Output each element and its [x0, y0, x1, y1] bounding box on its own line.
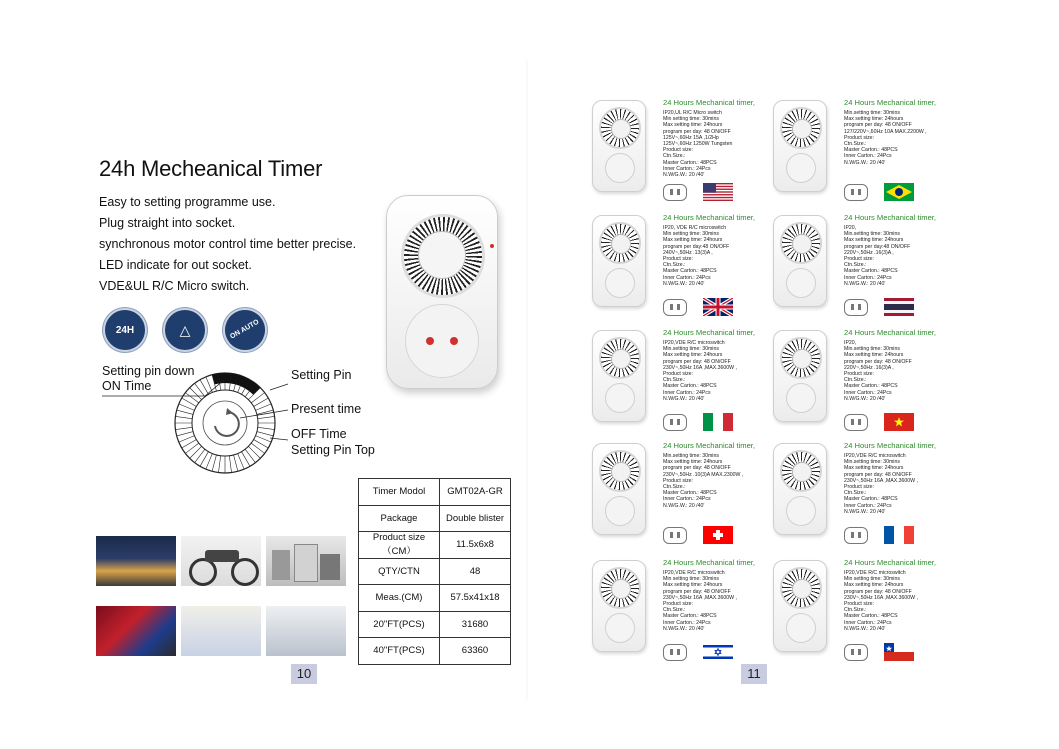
main-product-image: [386, 195, 498, 389]
product-timer-image: [592, 560, 646, 652]
spec-row: [359, 638, 511, 665]
product-timer-image: [773, 560, 827, 652]
flag-brazil-icon: [884, 183, 914, 201]
spec-key: Timer Modol: [359, 479, 440, 506]
spec-row: [359, 558, 511, 585]
spec-key: Package: [359, 505, 440, 532]
off-time-label: OFF Time: [291, 427, 347, 441]
product-timer-image: [773, 100, 827, 192]
spec-value: Double blister: [440, 505, 511, 532]
photo-e-bike: [181, 536, 261, 586]
product-timer-image: [773, 215, 827, 307]
spec-value: 31680: [440, 611, 511, 638]
product-title: 24 Hours Mechanical timer,: [844, 558, 937, 567]
feature-2: Plug straight into socket.: [99, 216, 236, 230]
product-specs: IP20, VDE R/C microswitch Min setting time: 30mins Max setting time: 24hours program per day:48 ON/OFF 240V~,50Hz .13(3)A , Product size: Ctn.Size.: Master Carton.: 48PCS Inner Carton.: 24Pcs N.W/G.W.: 20 /40': [663, 225, 730, 287]
plug-type-icon: [663, 184, 687, 201]
page-title: 24h Mecheanical Timer: [99, 156, 323, 181]
flag-italy-icon: [703, 413, 733, 431]
product-specs: IP20,VDE R/C microswitch Min.setting time: 30mins Max setting time: 24hours program per day: 48 ON/OFF 230V~,50Hz 16A ,MAX.3600W , Product size: Ctn.Size.: Master Carton.: 48PCS Inner Carton.: 24Pcs N.W/G.W.: 20 /40': [844, 453, 918, 515]
spec-value: 11.5x6x8: [440, 532, 511, 559]
photo-neon-signs: [96, 606, 176, 656]
product-timer-image: [592, 330, 646, 422]
page-number-left: 10: [291, 664, 317, 684]
spec-row: [359, 505, 511, 532]
photo-shop-interior: [181, 606, 261, 656]
product-timer-image: [773, 330, 827, 422]
product-title: 24 Hours Mechanical timer,: [844, 98, 937, 107]
feature-5: VDE&UL R/C Micro switch.: [99, 279, 250, 293]
on-time-label: ON Time: [102, 379, 152, 393]
spec-value: 63360: [440, 638, 511, 665]
product-title: 24 Hours Mechanical timer,: [663, 441, 756, 450]
product-specs: IP20,UL R/C Micro switch Min setting time: 30mins Max setting time: 24hours program per day: 48 ON/OFF 125V~,60Hz 15A ,1/2Hp 125V~,60Hz 1250W Tungsten Product size: Ctn.Size.: Master Carton.: 48PCS Inner Carton.: 24Pcs N.W/G.W.: 20 /40': [663, 110, 733, 179]
timer-dial: [401, 214, 485, 298]
timer-triangle-icon: △: [163, 308, 207, 352]
flag-chile-icon: [884, 643, 914, 661]
spec-row: [359, 532, 511, 559]
spec-value: 57.5x41x18: [440, 585, 511, 612]
photo-classroom: [266, 606, 346, 656]
flag-vietnam-icon: [884, 413, 914, 431]
schuko-socket: [405, 304, 479, 378]
spec-value: GMT02A-GR: [440, 479, 511, 506]
plug-type-icon: [663, 414, 687, 431]
spec-row: [359, 479, 511, 506]
plug-type-icon: [844, 414, 868, 431]
photo-appliances: [266, 536, 346, 586]
product-title: 24 Hours Mechanical timer,: [663, 328, 756, 337]
spec-row: [359, 611, 511, 638]
product-specs: IP20,VDE R/C microswitch Min.setting time: 30mins Max setting time: 24hours program per day: 48 ON/OFF 230V~,50Hz 16A ,MAX.3600W , Product size: Ctn.Size.: Master Carton.: 48PCS Inner Carton.: 24Pcs N.W/G.W.: 20 /40': [663, 340, 737, 402]
product-specs: IP20, Min.setting time: 30mins Max setting time: 24hours program per day: 48 ON/OFF 220V~,50Hz .16(3)A , Product size: Ctn.Size.: Master Carton.: 48PCS Inner Carton.: 24Pcs N.W/G.W.: 20 /40': [844, 340, 912, 402]
flag-france-icon: [884, 526, 914, 544]
setting-pin-down-label: Setting pin down: [102, 364, 195, 378]
photo-city-night: [96, 536, 176, 586]
product-title: 24 Hours Mechanical timer,: [844, 213, 937, 222]
product-title: 24 Hours Mechanical timer,: [663, 98, 756, 107]
product-timer-image: [592, 443, 646, 535]
plug-type-icon: [663, 644, 687, 661]
flag-switzerland-icon: [703, 526, 733, 544]
product-title: 24 Hours Mechanical timer,: [663, 213, 756, 222]
24h-icon: 24H: [103, 308, 147, 352]
flag-usa-icon: [703, 183, 733, 201]
spread-gutter: [526, 60, 529, 700]
present-time-label: Present time: [291, 402, 362, 416]
plug-type-icon: [844, 527, 868, 544]
plug-type-icon: [844, 644, 868, 661]
product-timer-image: [773, 443, 827, 535]
product-timer-image: [592, 215, 646, 307]
plug-type-icon: [663, 299, 687, 316]
spec-value: 48: [440, 558, 511, 585]
setting-pin-top-label: Setting Pin Top: [291, 443, 375, 457]
spec-key: QTY/CTN: [359, 558, 440, 585]
flag-uk-icon: [703, 298, 733, 316]
spec-key: 20"FT(PCS): [359, 611, 440, 638]
product-title: 24 Hours Mechanical timer,: [844, 441, 937, 450]
spec-key: Meas.(CM): [359, 585, 440, 612]
product-specs: IP20, Min.setting time: 30mins Max setting time: 24hours program per day:48 ON/OFF 220V~,50Hz .16(3)A , Product size: Ctn.Size.: Master Carton.: 48PCS Inner Carton.: 24Pcs N.W/G.W.: 20 /40': [844, 225, 911, 287]
spec-key: Product size（CM）: [359, 532, 440, 559]
flag-israel-icon: [703, 643, 733, 661]
plug-type-icon: [663, 527, 687, 544]
feature-3: synchronous motor control time better precise.: [99, 237, 357, 251]
spec-table: [358, 478, 511, 665]
product-specs: IP20,VDE R/C microswitch Min setting time: 30mins Max setting time: 24hours program per day: 48 ON/OFF 230V~,50Hz 16A ,MAX.3600W , Product size: Ctn.Size.: Master Carton.: 48PCS Inner Carton.: 24Pcs N.W/G.W.: 20 /40': [663, 570, 737, 632]
product-specs: Min.setting time: 30mins Max setting time: 24hours program per day: 48 ON/OFF 230V~,50Hz .10(3)A MAX.2300W , Product size: Ctn.Size.: Master Carton.: 48PCS Inner Carton.: 24Pcs N.W/G.W.: 20 /40': [663, 453, 744, 509]
product-specs: IP20,VDE R/C microswitch Min setting time: 30mins Max setting time: 24hours program per day: 48 ON/OFF 230V~,50Hz 16A ,MAX.3600W , Product size: Ctn.Size.: Master Carton.: 48PCS Inner Carton.: 24Pcs N.W/G.W.: 20 /40': [844, 570, 918, 632]
spec-row: [359, 585, 511, 612]
feature-4: LED indicate for out socket.: [99, 258, 252, 272]
product-title: 24 Hours Mechanical timer,: [663, 558, 756, 567]
flag-thailand-icon: [884, 298, 914, 316]
product-title: 24 Hours Mechanical timer,: [844, 328, 937, 337]
plug-type-icon: [844, 299, 868, 316]
setting-pin-label: Setting Pin: [291, 368, 352, 382]
product-specs: Min.setting time: 30mins Max setting time: 24hours program per day: 48 ON/OFF 127/220V~,60Hz 10A MAX.2200W , Product size: Ctn.Size.: Master Carton.: 48PCS Inner Carton.: 24Pcs N.W/G.W.: 20 /40': [844, 110, 927, 166]
page-number-right: 11: [741, 664, 767, 684]
plug-type-icon: [844, 184, 868, 201]
product-timer-image: [592, 100, 646, 192]
led-indicator: [490, 244, 494, 248]
feature-1: Easy to setting programme use.: [99, 195, 276, 209]
on-auto-icon: ON AUTO: [215, 300, 275, 360]
spec-key: 40"FT(PCS): [359, 638, 440, 665]
